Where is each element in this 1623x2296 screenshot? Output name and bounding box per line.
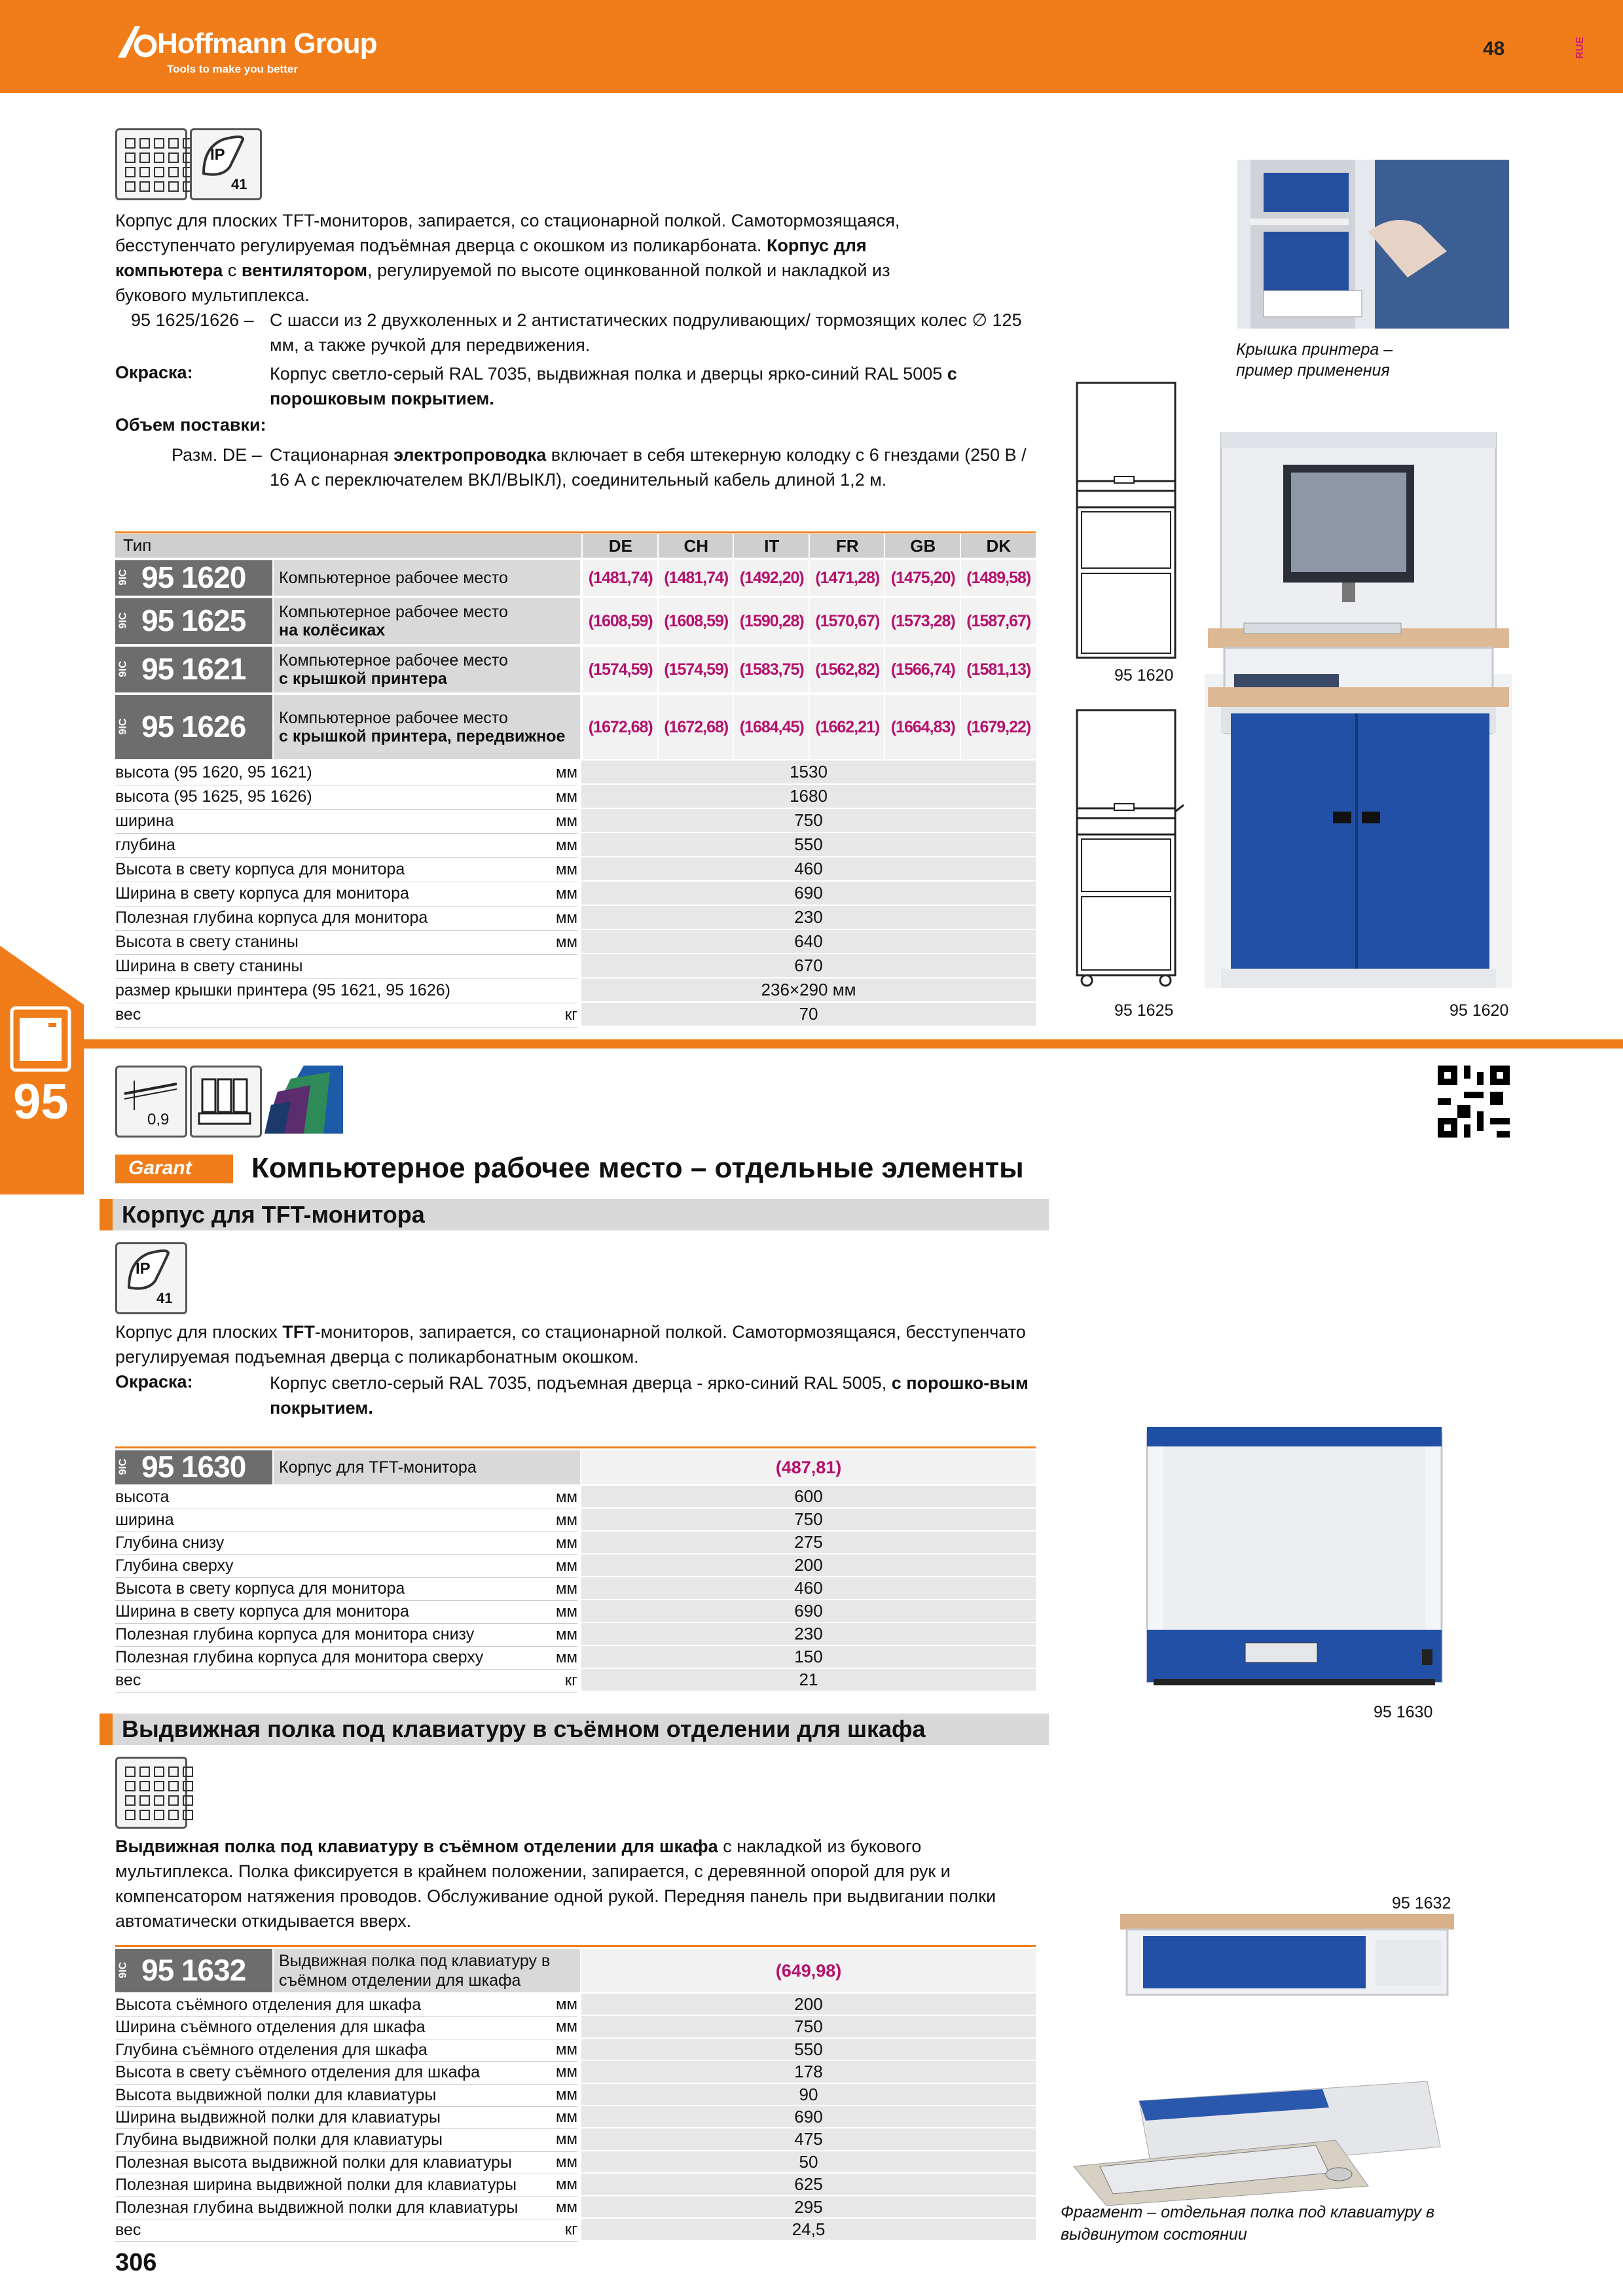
spec-name: размер крышки принтера (95 1621, 95 1626): [115, 978, 577, 1003]
spec-value: 21: [581, 1669, 1036, 1692]
price-cell: (1672,68): [657, 695, 735, 759]
price-cell: (649,98): [581, 1949, 1036, 1992]
spec-value: 150: [581, 1646, 1036, 1669]
spec-unit: мм: [556, 2018, 577, 2036]
spec-unit: мм: [556, 788, 577, 806]
garant-logo: Garant: [115, 1155, 233, 1183]
article-code-box: [115, 647, 272, 692]
perforated-panel-icon-2: [115, 1757, 187, 1829]
spec-name: высота: [115, 1486, 577, 1509]
price-cell: (1570,67): [809, 598, 886, 644]
price-cell: (487,81): [581, 1450, 1036, 1484]
country-header: FR: [809, 534, 886, 558]
binders-icon: [196, 1073, 255, 1129]
article-code-box: [115, 1450, 272, 1484]
spec-value: 50: [581, 2151, 1036, 2174]
spec-value: 1530: [581, 761, 1036, 785]
delivery-text: Стационарная электропроводка включает в себя штекерную колодку с 6 гнездами (250 В / 16 А с переключателем ВКЛ/ВЫКЛ), соединительный кабель длиной 1,2 м.: [270, 445, 1027, 490]
price-cell: (1573,28): [884, 598, 961, 644]
desc-line-2: на колёсиках: [279, 621, 386, 639]
price-cell: (1574,59): [581, 647, 659, 692]
ip-rating-icon-2: IP 41: [115, 1242, 187, 1314]
article-description: [274, 1949, 580, 1992]
chassis-label: 95 1625/1626 –: [131, 310, 254, 330]
photo-caption-1: Крышка принтера –: [1236, 340, 1393, 359]
keyboard-table-rule: [115, 1945, 1036, 1947]
spec-value: 690: [581, 2106, 1036, 2128]
spec-value: 1680: [581, 785, 1036, 809]
spec-value: 475: [581, 2128, 1036, 2151]
article-prefix: 9IC: [117, 1458, 129, 1475]
article-number: 95 1620: [141, 560, 246, 594]
thickness-value: 0,9: [147, 1111, 170, 1128]
article-description: [274, 560, 580, 596]
qr-code-icon[interactable]: [1438, 1066, 1510, 1138]
photo-label-951630: 95 1630: [1374, 1703, 1433, 1721]
article-number: 95 1632: [141, 1953, 246, 1987]
spec-unit: мм: [556, 2176, 577, 2194]
spec-name: вес: [115, 2219, 577, 2242]
price-cell: (1664,83): [884, 695, 961, 759]
sheet-thickness-icon: [121, 1074, 180, 1113]
keyboard-caption-1: Фрагмент – отдельная полка под клавиатуру в: [1061, 2203, 1434, 2221]
spec-unit: мм: [556, 933, 577, 951]
spec-name: Глубина выдвижной полки для клавиатуры: [115, 2128, 577, 2151]
country-header: CH: [657, 534, 735, 558]
spec-unit: мм: [556, 1488, 577, 1506]
spec-unit: мм: [556, 2153, 577, 2171]
spec-name: Ширина выдвижной полки для клавиатуры: [115, 2106, 577, 2129]
spec-value: 550: [581, 2039, 1036, 2061]
spec-value: 670: [581, 954, 1036, 978]
photo-label-951632: 95 1632: [1392, 1894, 1451, 1912]
article-prefix: 9IC: [117, 718, 129, 735]
row-separator: [115, 692, 1036, 694]
spec-name: Глубина сверху: [115, 1554, 577, 1578]
brand-tagline: Tools to make you better: [167, 63, 298, 75]
spec-unit: мм: [556, 861, 577, 878]
spec-unit: мм: [556, 812, 577, 830]
spec-value: 230: [581, 906, 1036, 930]
article-code-box: [115, 560, 272, 596]
delivery-label: Объем поставки:: [115, 415, 266, 435]
spec-unit: мм: [556, 2085, 577, 2104]
page-number-top: 48: [1483, 38, 1505, 60]
price-cell: (1475,20): [884, 560, 961, 596]
spec-unit: мм: [556, 2040, 577, 2058]
section1-intro: Корпус для плоских TFT-мониторов, запирается, со стационарной полкой. Самотормозящаяся, бесступенчато регулируемая подъёмная дверца с окошком из поликарбоната. Корпус для компьютера с вентилятором, регулируемой по высоте оцинкованной полкой и накладкой из букового мультиплекса.: [115, 211, 900, 305]
price-cell: (1581,13): [960, 647, 1037, 692]
spec-value: 690: [581, 1600, 1036, 1623]
section-bar-tft: Корпус для TFT-монитора: [100, 1199, 1049, 1230]
desc-line-1: Выдвижная полка под клавиатуру в: [279, 1952, 551, 1970]
spec-unit: кг: [564, 1672, 577, 1689]
tft-table-rule: [115, 1446, 1036, 1448]
spec-name: глубина: [115, 833, 577, 858]
language-code: RUE: [1575, 37, 1586, 59]
spec-name: вес: [115, 1003, 577, 1028]
drawing-951620: [1074, 380, 1178, 661]
spec-name: Полезная ширина выдвижной полки для клавиатуры: [115, 2174, 577, 2197]
spec-unit: мм: [556, 2063, 577, 2081]
article-description: [274, 647, 580, 692]
price-cell: (1590,28): [733, 598, 810, 644]
desc-line-2: съёмном отделении для шкафа: [279, 1971, 521, 1990]
chapter-tab: [0, 946, 84, 1194]
section-bar-keyboard: Выдвижная полка под клавиатуру в съёмном отделении для шкафа: [100, 1713, 1049, 1745]
spec-value: 625: [581, 2174, 1036, 2196]
spec-value: 690: [581, 882, 1036, 906]
price-cell: (1583,75): [733, 647, 810, 692]
spec-value: 24,5: [581, 2219, 1036, 2241]
spec-value: 750: [581, 809, 1036, 833]
spec-value: 600: [581, 1486, 1036, 1509]
desc-line-2: с крышкой принтера, передвижное: [279, 727, 566, 745]
desc-line-1: Компьютерное рабочее место: [279, 651, 508, 670]
spec-unit: мм: [556, 2130, 577, 2149]
spec-unit: мм: [556, 2198, 577, 2216]
article-prefix: 9IC: [117, 1962, 129, 1979]
price-cell: (1662,21): [809, 695, 886, 759]
desc-line-2: с крышкой принтера: [279, 670, 447, 688]
price-cell: (1608,59): [581, 598, 659, 644]
section-divider: [84, 1039, 1623, 1049]
spec-name: Ширина съёмного отделения для шкафа: [115, 2016, 577, 2039]
country-header: GB: [884, 534, 961, 558]
spec-name: Высота в свету станины: [115, 930, 577, 955]
ip-label: IP: [210, 146, 225, 164]
price-cell: (1489,58): [960, 560, 1037, 596]
photo-label-951620: 95 1620: [1450, 1001, 1509, 1020]
spec-value: 550: [581, 833, 1036, 857]
article-prefix: 9IC: [117, 569, 129, 586]
spec-name: высота (95 1625, 95 1626): [115, 785, 577, 810]
spec-unit: мм: [556, 1580, 577, 1598]
spec-name: Глубина съёмного отделения для шкафа: [115, 2039, 577, 2062]
spec-name: Полезная глубина корпуса для монитора сверху: [115, 1646, 577, 1670]
row-separator: [115, 596, 1036, 597]
printer-lid-photo: [1237, 160, 1509, 329]
article-number: 95 1626: [141, 709, 246, 744]
desc-line-1: Компьютерное рабочее место: [279, 603, 508, 621]
price-cell: (1672,68): [581, 695, 659, 759]
price-cell: (1684,45): [733, 695, 810, 759]
paint-text: Корпус светло-серый RAL 7035, выдвижная полка и дверцы ярко-синий RAL 5005 с порошковым покрытием.: [270, 364, 957, 408]
article-description: [274, 598, 580, 644]
delivery-sub-label: Разм. DE –: [172, 445, 262, 465]
country-header: IT: [733, 534, 810, 558]
spec-unit: мм: [556, 764, 577, 781]
keyboard-intro: Выдвижная полка под клавиатуру в съёмном отделении для шкафа с накладкой из букового мультиплекса. Полка фиксируется в крайнем положении, запирается, с деревянной опорой для рук и компенсатором натяжения проводов. Обслуживание одной рукой. Передняя панель при выдвигании полки автоматически откидывается вверх.: [115, 1837, 996, 1931]
price-cell: (1471,28): [809, 560, 886, 596]
keyboard-compartment-photo: [1117, 1914, 1457, 2005]
country-header: DK: [960, 534, 1037, 558]
spec-unit: мм: [556, 909, 577, 927]
spec-value: 178: [581, 2061, 1036, 2083]
desc-line-1: Компьютерное рабочее место: [279, 709, 508, 727]
spec-unit: [524, 954, 577, 978]
spec-name: ширина: [115, 1509, 577, 1532]
spec-unit: мм: [556, 2108, 577, 2126]
article-number: 95 1630: [141, 1450, 246, 1484]
price-cell: (1608,59): [657, 598, 735, 644]
hoffmann-logo-icon: [115, 24, 158, 60]
price-cell: (1481,74): [581, 560, 659, 596]
spec-unit: [524, 978, 577, 1003]
spec-unit: мм: [556, 1603, 577, 1621]
ip-value: 41: [231, 176, 247, 192]
spec-name: ширина: [115, 809, 577, 834]
spec-name: Ширина в свету корпуса для монитора: [115, 882, 577, 906]
spec-unit: кг: [564, 2221, 577, 2238]
spec-unit: кг: [564, 1006, 577, 1024]
spec-unit: мм: [556, 1511, 577, 1529]
country-header: DE: [581, 534, 659, 558]
article-description: Корпус для TFT-монитора: [274, 1450, 580, 1484]
chassis-text: С шасси из 2 двухколенных и 2 антистатических подруливающих/ тормозящих колес ∅ 125 мм, а также ручкой для передвижения.: [270, 310, 1022, 355]
ip-rating-icon: [190, 128, 262, 200]
spec-value: 750: [581, 1509, 1036, 1532]
thickness-icon: [115, 1066, 187, 1138]
article-prefix: 9IC: [117, 660, 129, 677]
spec-value: 90: [581, 2084, 1036, 2106]
keyboard-drawer-photo: [1061, 2075, 1453, 2206]
spec-name: Полезная глубина корпуса для монитора снизу: [115, 1623, 577, 1647]
article-number: 95 1621: [141, 652, 246, 686]
tft-intro: Корпус для плоских TFT-мониторов, запирается, со стационарной полкой. Самотормозящаяся, бесступенчато регулируемая подъемная дверца с поликарбонатным окошком.: [115, 1322, 1026, 1367]
spec-name: Высота выдвижной полки для клавиатуры: [115, 2084, 577, 2107]
spec-value: 70: [581, 1003, 1036, 1027]
spec-unit: мм: [556, 1649, 577, 1666]
table-top-rule: [115, 531, 1036, 533]
spec-name: Ширина в свету станины: [115, 954, 577, 979]
spec-name: Высота в свету корпуса для монитора: [115, 857, 577, 882]
perforated-panel-icon: [115, 128, 187, 200]
type-label: Тип: [123, 535, 152, 555]
paint-label: Окраска:: [115, 363, 193, 382]
chapter-number: 95: [13, 1074, 69, 1130]
tft-housing-photo: [1134, 1427, 1455, 1695]
storage-icon: [190, 1066, 262, 1138]
desc-line-1: Компьютерное рабочее место: [279, 569, 508, 587]
spec-name: Высота в свету съёмного отделения для шкафа: [115, 2061, 577, 2084]
color-swatches-icon: [264, 1066, 343, 1134]
tft-paint-label: Окраска:: [115, 1372, 193, 1391]
drawing-label-951625: 95 1625: [1114, 1001, 1174, 1020]
article-prefix: 9IC: [117, 612, 129, 629]
spec-unit: мм: [556, 836, 577, 854]
section2-title: Компьютерное рабочее место – отдельные элементы: [251, 1152, 1024, 1184]
price-cell: (1566,74): [884, 647, 961, 692]
spec-name: Высота съёмного отделения для шкафа: [115, 1994, 577, 2017]
price-cell: (1587,67): [960, 598, 1037, 644]
spec-value: 295: [581, 2197, 1036, 2219]
spec-name: Полезная высота выдвижной полки для клавиатуры: [115, 2151, 577, 2174]
spec-name: Полезная глубина выдвижной полки для клавиатуры: [115, 2197, 577, 2219]
spec-value: 460: [581, 857, 1036, 882]
spec-unit: мм: [556, 1626, 577, 1643]
price-cell: (1492,20): [733, 560, 810, 596]
spec-name: Глубина снизу: [115, 1532, 577, 1555]
drawing-951625: [1074, 707, 1185, 988]
spec-name: Полезная глубина корпуса для монитора: [115, 906, 577, 931]
price-cell: (1481,74): [657, 560, 735, 596]
spec-name: высота (95 1620, 95 1621): [115, 761, 577, 785]
spec-name: вес: [115, 1669, 577, 1693]
spec-unit: мм: [556, 885, 577, 903]
spec-name: Высота в свету корпуса для монитора: [115, 1577, 577, 1601]
spec-value: 460: [581, 1577, 1036, 1600]
photo-caption-2: пример применения: [1236, 361, 1390, 380]
spec-value: 640: [581, 930, 1036, 954]
article-code-box: [115, 695, 272, 759]
page-number-bottom: 306: [115, 2249, 157, 2276]
article-description: [274, 695, 580, 759]
spec-unit: мм: [556, 1557, 577, 1575]
spec-value: 200: [581, 1554, 1036, 1577]
workstation-photo: [1205, 432, 1512, 988]
price-cell: (1679,22): [960, 695, 1037, 759]
article-code-box: [115, 1949, 272, 1992]
spec-name: Ширина в свету корпуса для монитора: [115, 1600, 577, 1624]
price-cell: (1562,82): [809, 647, 886, 692]
article-number: 95 1625: [141, 603, 246, 637]
article-code-box: [115, 598, 272, 644]
spec-value: 200: [581, 1994, 1036, 2016]
spec-value: 230: [581, 1623, 1036, 1646]
row-separator: [115, 644, 1036, 645]
tft-paint-text: Корпус светло-серый RAL 7035, подъемная дверца - ярко-синий RAL 5005, с порошко-вым покрытием.: [270, 1373, 1029, 1418]
spec-value: 750: [581, 2016, 1036, 2038]
brand-name: Hoffmann Group: [157, 27, 377, 60]
keyboard-caption-2: выдвинутом состоянии: [1061, 2225, 1247, 2244]
price-cell: (1574,59): [657, 647, 735, 692]
drawing-label-951620: 95 1620: [1114, 666, 1174, 685]
spec-value: 236×290 мм: [581, 978, 1036, 1003]
spec-unit: мм: [556, 1534, 577, 1552]
spec-value: 275: [581, 1532, 1036, 1554]
spec-unit: мм: [556, 1996, 577, 2013]
